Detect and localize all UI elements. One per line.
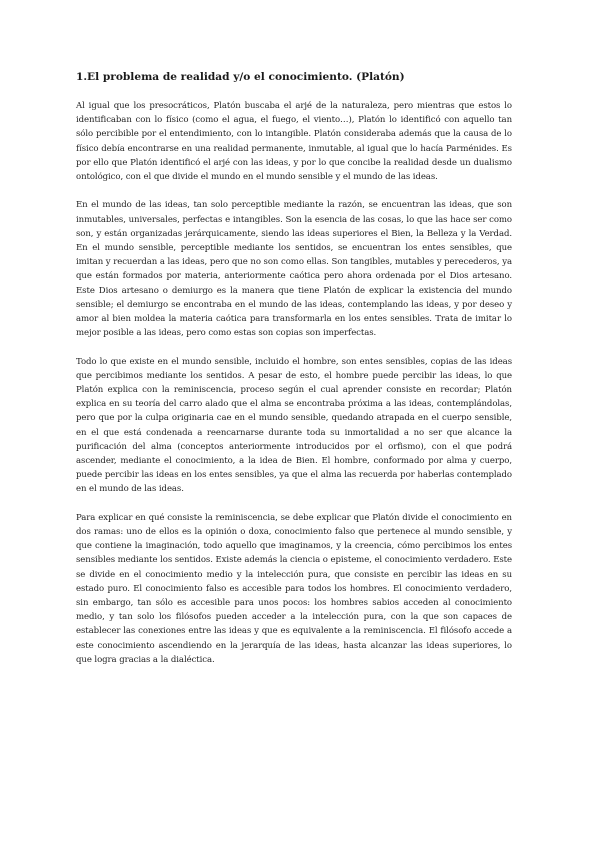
paragraph-arje: Al igual que los presocráticos, Platón buscaba el arjé de la naturaleza, pero mientras que estos lo identificaban con lo físico (como el agua, el fuego, el viento…), Platón lo identificó con aquello tan sólo percibible por el entendimiento, con lo intangible. Platón consideraba además que la causa de lo físico debía encontrarse en una realidad permanente, inmutable, al igual que lo hacía Parménides. Es por ello que Platón identificó el arjé con las ideas, y por lo que concibe la realidad desde un dualismo ontológico, con el que divide el mundo en el mundo sensible y el mundo de las ideas.	[76, 101, 512, 183]
document-title: 1.El problema de realidad y/o el conocimiento. (Platón)	[76, 71, 405, 83]
paragraph-mundo-ideas: En el mundo de las ideas, tan solo perceptible mediante la razón, se encuentran las ideas, que son inmutables, universales, perfectas e intangibles. Son la esencia de las cosas, lo que las hace ser como son, y están organizadas jerárquicamente, siendo las ideas superiores el Bien, la Belleza y la Verdad. En el mundo sensible, perceptible mediante los sentidos, se encuentran los entes sensibles, que imitan y recuerdan a las ideas, pero que no son como ellas. Son tangibles, mutables y perecederos, ya que están formados por materia, anteriormente caótica pero ahora ordenada por el Dios artesano. Este Dios artesano o demiurgo es la manera que tiene Platón de explicar la existencia del mundo sensible; el demiurgo se encontraba en el mundo de las ideas, contemplando las ideas, y por deseo y amor al bien moldea la materia caótica para transformarla en los entes sensibles. Trata de imitar lo mejor posible a las ideas, pero como estas son copias son imperfectas.	[76, 200, 512, 339]
paragraph-reminiscencia: Todo lo que existe en el mundo sensible, incluido el hombre, son entes sensibles, copias de las ideas que percibimos mediante los sentidos. A pesar de esto, el hombre puede percibir las ideas, lo que Platón explica con la reminiscencia, proceso según el cual aprender consiste en recordar; Platón explica en su teoría del carro alado que el alma se encontraba próxima a las ideas, contemplándolas, pero que por la culpa originaria cae en el mundo sensible, quedando atrapada en el cuerpo sensible, en el que está condenada a reencarnarse durante toda su inmortalidad a no ser que alcance la purificación del alma (conceptos anteriormente introducidos por el orfismo), con el que podrá ascender, mediante el conocimiento, a la idea de Bien. El hombre, conformado por alma y cuerpo, puede percibir las ideas en los entes sensibles, ya que el alma las recuerda por haberlas contemplado en el mundo de las ideas.	[76, 356, 512, 495]
paragraph-conocimiento: Para explicar en qué consiste la reminiscencia, se debe explicar que Platón divide el conocimiento en dos ramas: uno de ellos es la opinión o doxa, conocimiento falso que pertenece al mundo sensible, y que contiene la imaginación, todo aquello que imaginamos, y la creencia, cómo percibimos los entes sensibles mediante los sentidos. Existe además la ciencia o episteme, el conocimiento verdadero. Este se divide en el conocimiento medio y la intelección pura, que consiste en percibir las ideas en su estado puro. El conocimiento falso es accesible para todos los hombres. El conocimiento verdadero, sin embargo, tan sólo es accesible para unos pocos: los hombres sabios acceden al conocimiento medio, y tan solo los filósofos pueden acceder a la intelección pura, con la que son capaces de establecer las conexiones entre las ideas y que es equivalente a la reminiscencia. El filósofo accede a este conocimiento ascendiendo en la jerarquía de las ideas, hasta alcanzar las ideas superiores, lo que logra gracias a la dialéctica.	[76, 512, 512, 665]
